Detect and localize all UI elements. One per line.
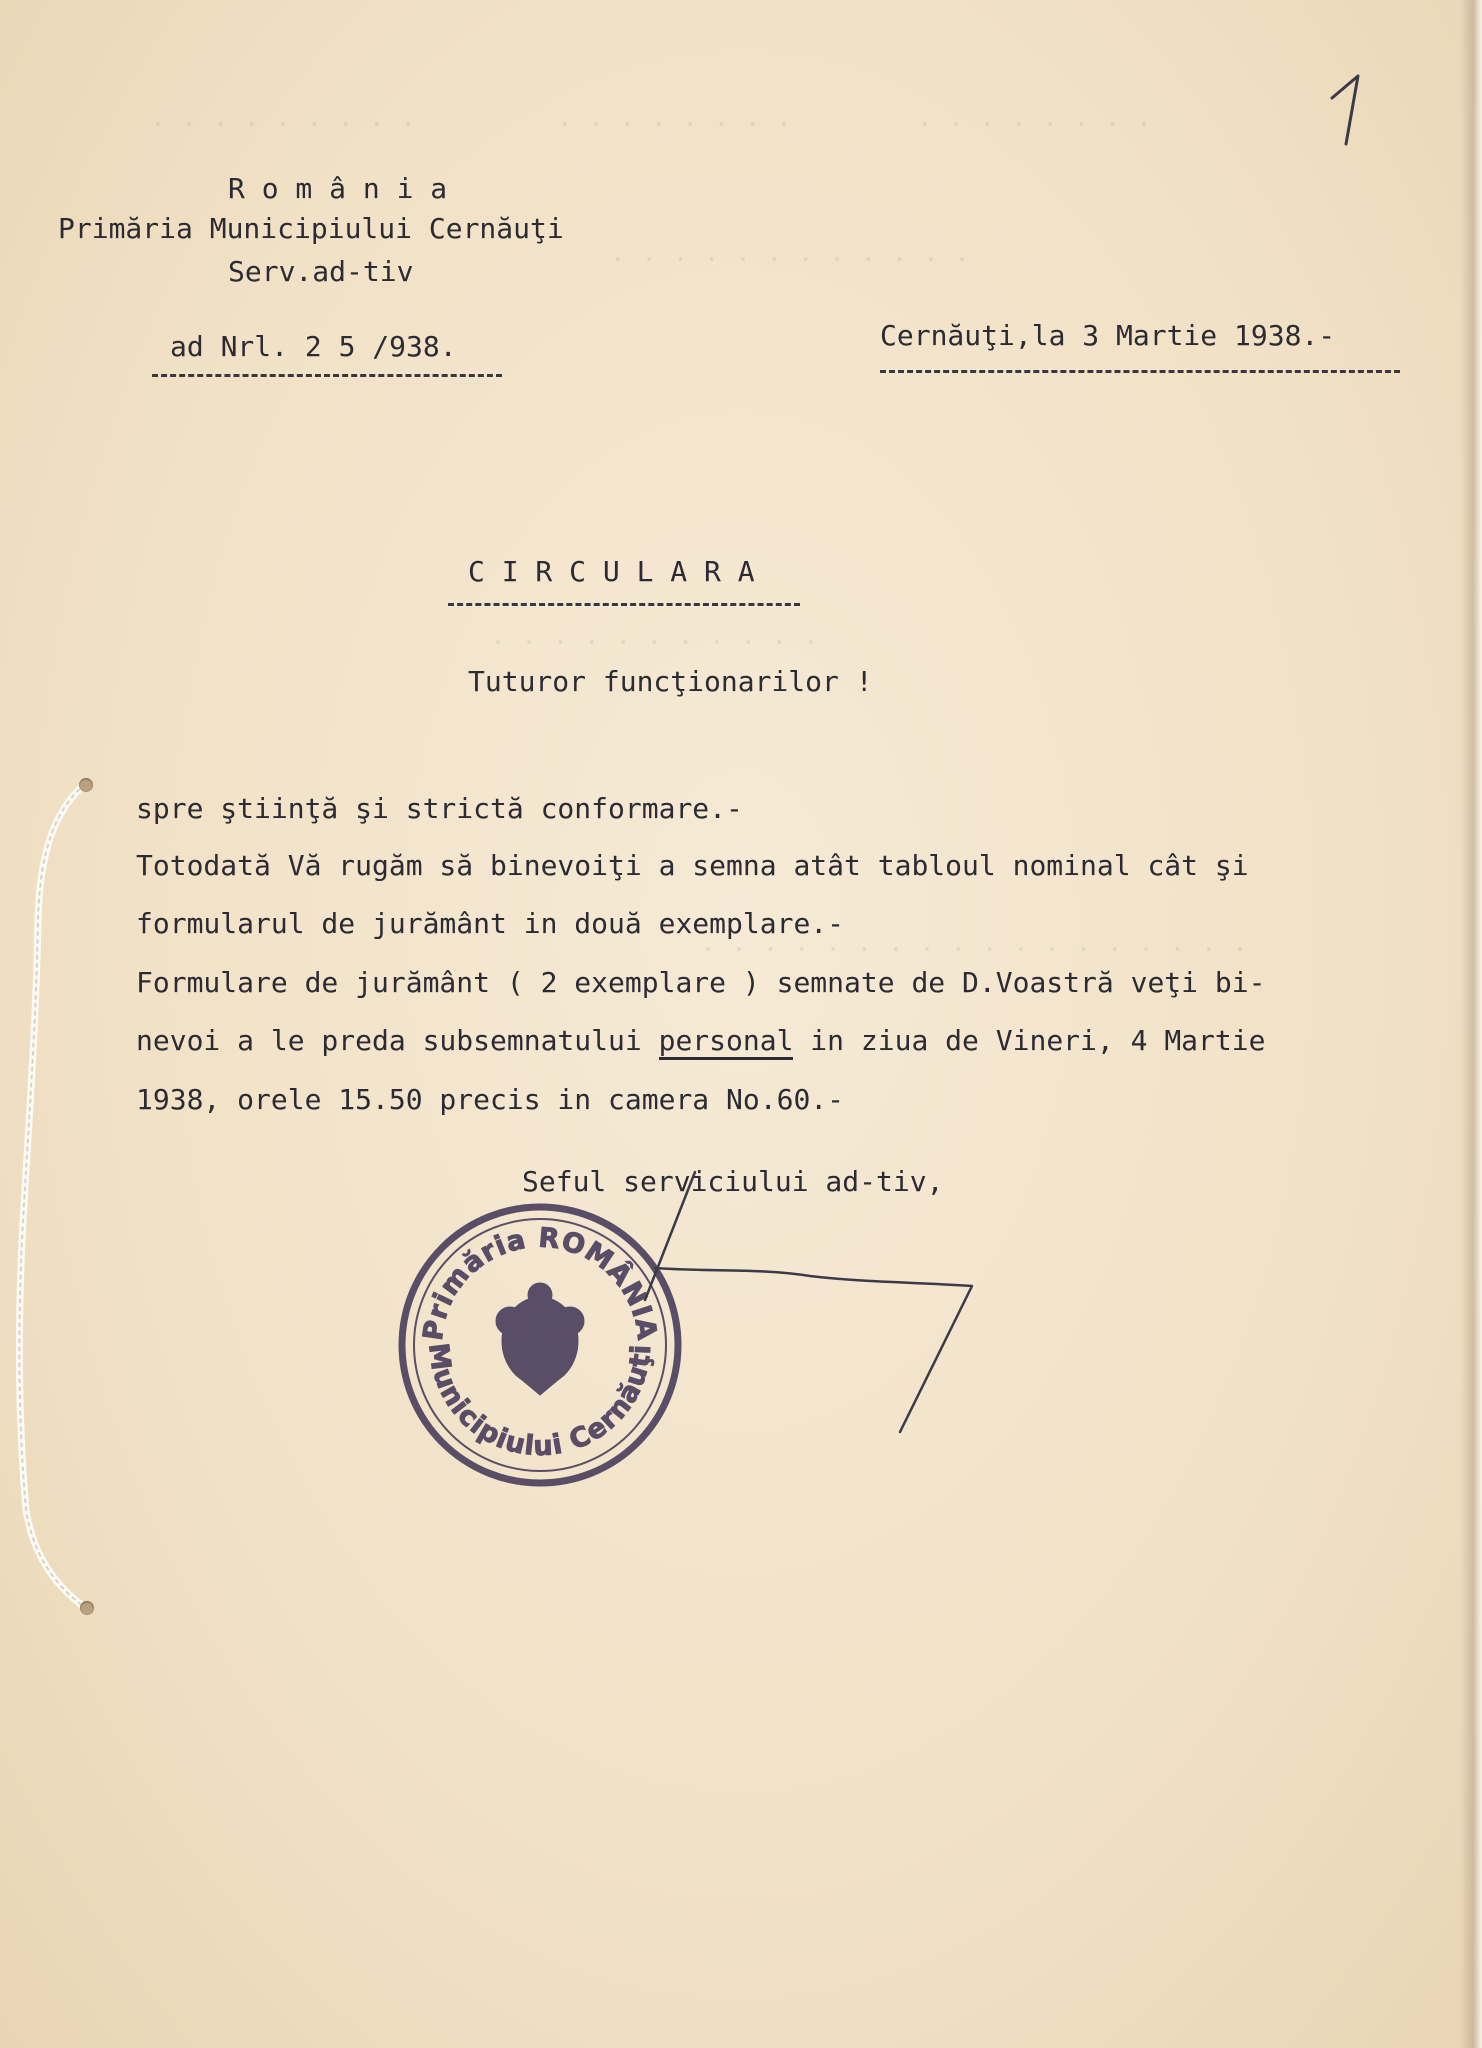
document-title: C I R C U L A R A: [468, 555, 755, 588]
stamp-bottom-text: Municipiului Cernăuţi: [422, 1341, 658, 1463]
reference-underline: [152, 374, 502, 377]
body-line: [136, 1024, 1266, 1057]
bleed-through-text: · · · · · · · · · · · ·: [610, 245, 971, 275]
title-underline: [448, 603, 800, 606]
binding-hole: [79, 778, 93, 792]
header-service: Serv.ad-tiv: [228, 255, 414, 288]
signature-title: Seful serviciului ad-tiv,: [522, 1165, 944, 1198]
bleed-through-text: · · · · · · · · · · ·: [490, 628, 819, 658]
body-line: Formulare de jurământ ( 2 exemplare ) semnate de D.Voastră veţi bi-: [136, 966, 1266, 999]
underlined-word: personal: [659, 1024, 794, 1060]
body-line: Totodată Vă rugăm să binevoiţi a semna atât tabloul nominal cât şi: [136, 849, 1249, 882]
handwritten-signature: [560, 1150, 1000, 1440]
place-date-underline: [880, 370, 1400, 373]
reference-number: ad Nrl. 2 5 /938.: [170, 330, 457, 363]
binding-hole: [80, 1601, 94, 1615]
place-date: Cernăuţi,la 3 Martie 1938.-: [880, 319, 1336, 352]
paper-edge: [1460, 0, 1482, 2048]
bleed-through-text: · · · · · · · · · · · · · · · · · · · · · · · · ·: [150, 110, 1152, 140]
body-line: spre ştiinţă şi strictă conformare.-: [136, 792, 743, 825]
binding-string: [0, 770, 110, 1630]
body-line: 1938, orele 15.50 precis in camera No.60.-: [136, 1083, 845, 1116]
header-institution: Primăria Municipiului Cernăuţi: [58, 212, 564, 245]
addressee: Tuturor funcţionarilor !: [468, 665, 873, 698]
body-line-part: in ziua de Vineri, 4 Martie: [793, 1024, 1266, 1057]
bleed-through-text: · · · · · · · · · · · · · · · · · ·: [700, 935, 1248, 965]
body-line: formularul de jurământ in două exemplare.-: [136, 907, 845, 940]
page-number-mark: [1318, 62, 1378, 152]
stamp-top-text: Primăria ROMÂNIA: [417, 1222, 663, 1343]
header-country: R o m â n i a: [228, 172, 448, 205]
body-line-part: nevoi a le preda subsemnatului: [136, 1024, 659, 1057]
